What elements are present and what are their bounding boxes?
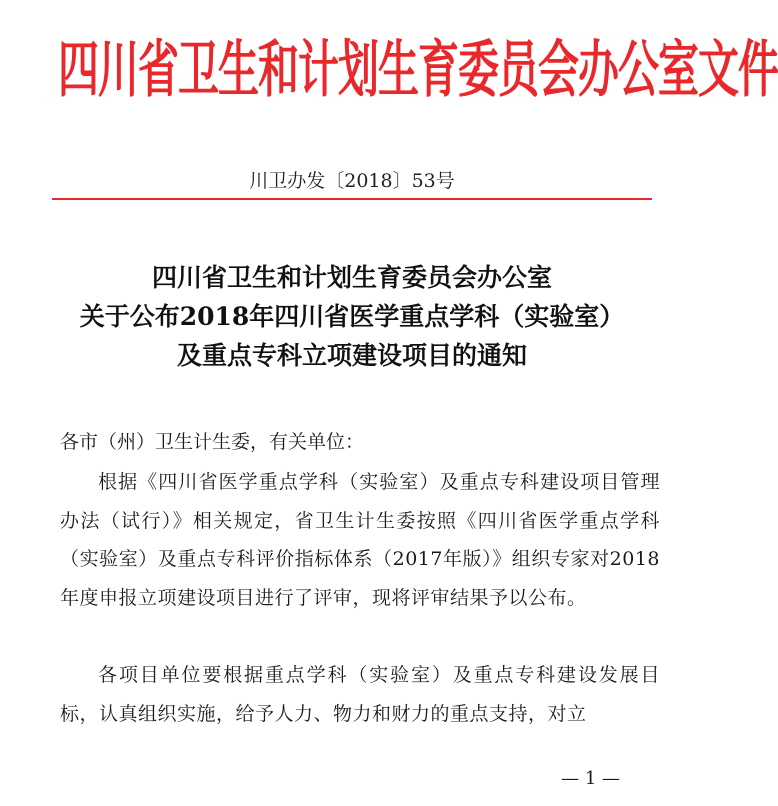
document-header-title: 四川省卫生和计划生育委员会办公室文件	[58, 33, 778, 106]
red-separator-line	[52, 198, 652, 200]
notice-title-line-1: 四川省卫生和计划生育委员会办公室	[151, 263, 552, 292]
notice-title-line-2: 关于公布2018年四川省医学重点学科（实验室）	[79, 302, 625, 331]
page-number: — 1 —	[561, 768, 620, 789]
salutation: 各市（州）卫生计生委，有关单位：	[60, 431, 365, 453]
body-paragraph-1: 根据《四川省医学重点学科（实验室）及重点专科建设项目管理办法（试行）》相关规定，省卫生计生委按照《四川省医学重点学科（实验室）及重点专科评价指标体系（2017年版）》组织专家对2018年度申报立项建设项目进行了评审，现将评审结果予以公布。	[60, 471, 660, 609]
notice-title	[0, 258, 704, 375]
notice-title-line-3: 及重点专科立项建设项目的通知	[176, 341, 527, 370]
document-number: 川卫办发〔2018〕53号	[249, 170, 455, 192]
body-paragraph-2: 各项目单位要根据重点学科（实验室）及重点专科建设发展目标，认真组织实施，给予人力、物力和财力的重点支持，对立	[60, 664, 660, 725]
